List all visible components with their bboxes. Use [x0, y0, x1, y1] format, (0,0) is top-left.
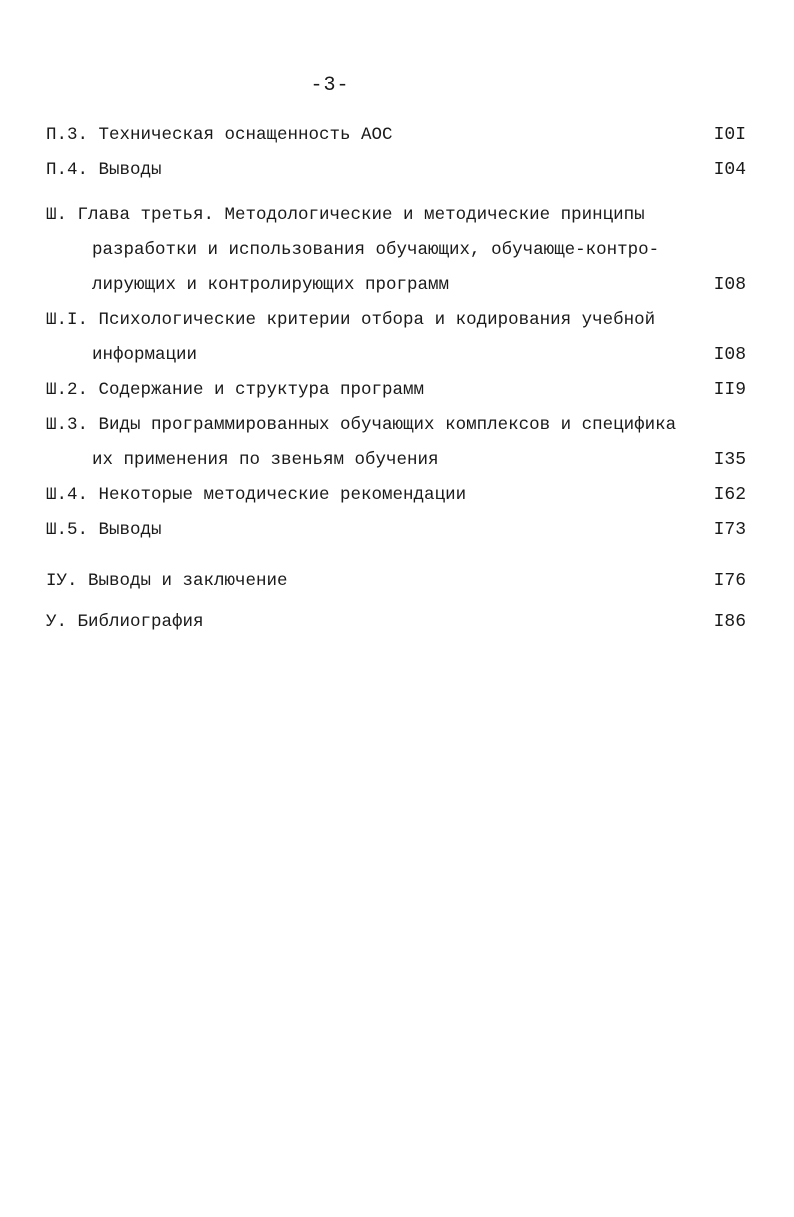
toc-entry-text: У. Библиография: [46, 612, 204, 632]
toc-entry-text: Ш.5. Выводы: [46, 520, 162, 540]
toc-entry-page: I73: [713, 520, 746, 540]
toc-entry-text: П.4. Выводы: [46, 160, 162, 180]
toc-entry-chapter-5: [46, 605, 752, 640]
toc-entry-text: Ш.4. Некоторые методические рекомендации: [46, 485, 467, 505]
toc-entry-page: I86: [713, 612, 746, 632]
toc-entry-3-5: [46, 513, 752, 548]
toc-entry-page: I04: [713, 160, 746, 180]
toc-entry-text: П.3. Техническая оснащенность АОС: [46, 125, 393, 145]
page-number: -3-: [310, 74, 350, 97]
toc-entry-3-1: [46, 303, 752, 373]
toc-entry-text: Ш.I. Психологические критерии отбора и кодирования учебной: [46, 310, 656, 330]
toc-entry-text: Ш.3. Виды программированных обучающих комплексов и специфика: [46, 415, 677, 435]
toc-entry-page: I35: [713, 450, 746, 470]
toc-entry-page: II9: [713, 380, 746, 400]
toc-entry-text-continued: информации: [92, 345, 198, 365]
toc-entry-page: I08: [713, 275, 746, 295]
toc-entry-page: I76: [713, 571, 746, 591]
toc-entry-chapter-4: [46, 564, 752, 599]
toc-entry-page: I08: [713, 345, 746, 365]
toc-entry-3-2: [46, 373, 752, 408]
toc-entry-text: Ш.2. Содержание и структура программ: [46, 380, 425, 400]
toc-entry-text-continued: лирующих и контролирующих программ: [92, 275, 450, 295]
toc-entry-3-3: [46, 408, 752, 478]
toc-entry-text: IУ. Выводы и заключение: [46, 571, 288, 591]
toc-entry-text-continued: их применения по звеньям обучения: [92, 450, 439, 470]
toc-entry-3-4: [46, 478, 752, 513]
toc-entry-2-3: [46, 118, 752, 153]
toc-entry-text-continued: разработки и использования обучающих, обучающе-контро-: [92, 240, 660, 260]
toc-entry-chapter-3: [46, 198, 752, 303]
toc-entry-2-4: [46, 153, 752, 188]
table-of-contents: [46, 118, 752, 640]
toc-entry-page: I0I: [713, 125, 746, 145]
toc-entry-page: I62: [713, 485, 746, 505]
toc-entry-text: Ш. Глава третья. Методологические и методические принципы: [46, 205, 645, 225]
